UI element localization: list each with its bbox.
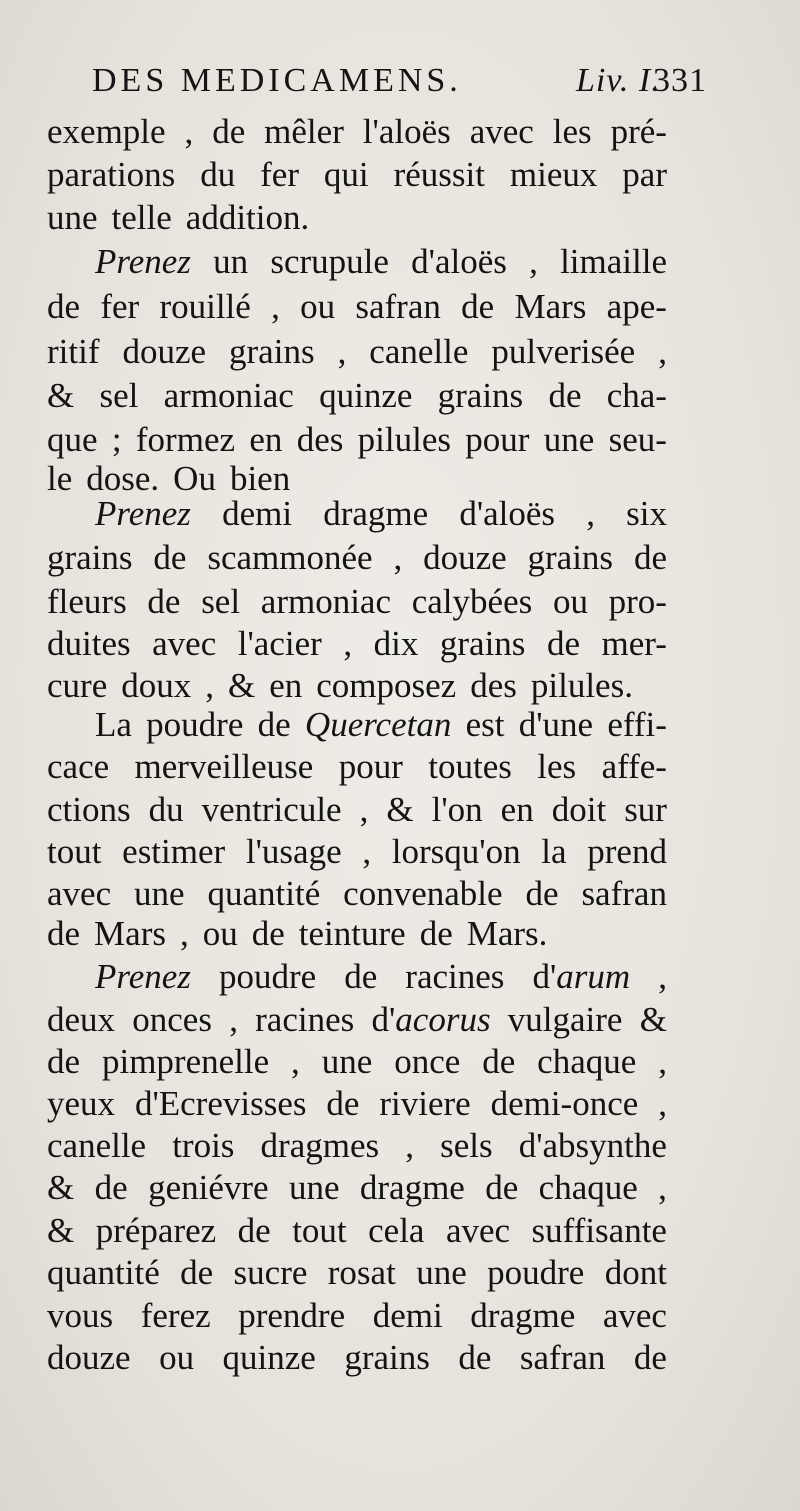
text-line: que ; formez en des pilules pour une seu-	[47, 420, 667, 459]
text-line: Prenez demi dragme d'aloës , six	[95, 494, 667, 533]
text-line: Prenez un scrupule d'aloës , limaille	[95, 242, 667, 281]
text-line: une telle addition.	[47, 198, 310, 237]
text-line: & sel armoniac quinze grains de cha-	[47, 376, 667, 415]
text-line: de pimprenelle , une once de chaque ,	[47, 1042, 667, 1081]
text-line: deux onces , racines d'acorus vulgaire &	[47, 1000, 667, 1039]
text-line: ritif douze grains , canelle pulverisée ,	[47, 332, 667, 371]
book-number: Liv. I.	[576, 62, 661, 99]
text-line: vous ferez prendre demi dragme avec	[47, 1296, 667, 1335]
text-line: La poudre de Quercetan est d'une effi-	[95, 705, 667, 744]
text-line: & de geniévre une dragme de chaque ,	[47, 1168, 667, 1207]
text-line: grains de scammonée , douze grains de	[47, 538, 667, 577]
text-line: avec une quantité convenable de safran	[47, 874, 667, 913]
text-line: le dose. Ou bien	[47, 459, 291, 498]
page-number: 331	[653, 62, 707, 99]
text-line: canelle trois dragmes , sels d'absynthe	[47, 1126, 667, 1165]
text-line: de fer rouillé , ou safran de Mars ape-	[47, 287, 667, 326]
running-title: DES MEDICAMENS.	[92, 62, 462, 99]
text-line: parations du fer qui réussit mieux par	[47, 155, 667, 194]
text-line: & préparez de tout cela avec suffisante	[47, 1211, 667, 1250]
text-line: cace merveilleuse pour toutes les affe-	[47, 747, 667, 786]
text-line: ctions du ventricule , & l'on en doit sur	[47, 790, 667, 829]
running-header	[92, 62, 707, 112]
text-line: de Mars , ou de teinture de Mars.	[47, 914, 548, 953]
text-line: fleurs de sel armoniac calybées ou pro-	[47, 582, 667, 621]
text-line: yeux d'Ecrevisses de riviere demi-once ,	[47, 1084, 667, 1123]
text-line: douze ou quinze grains de safran de	[47, 1338, 667, 1377]
text-line: exemple , de mêler l'aloës avec les pré-	[47, 112, 667, 151]
text-line: duites avec l'acier , dix grains de mer-	[47, 624, 667, 663]
text-line: Prenez poudre de racines d'arum ,	[95, 957, 667, 996]
text-line: cure doux , & en composez des pilules.	[47, 666, 633, 705]
text-line: tout estimer l'usage , lorsqu'on la prend	[47, 832, 667, 871]
text-line: quantité de sucre rosat une poudre dont	[47, 1253, 667, 1292]
